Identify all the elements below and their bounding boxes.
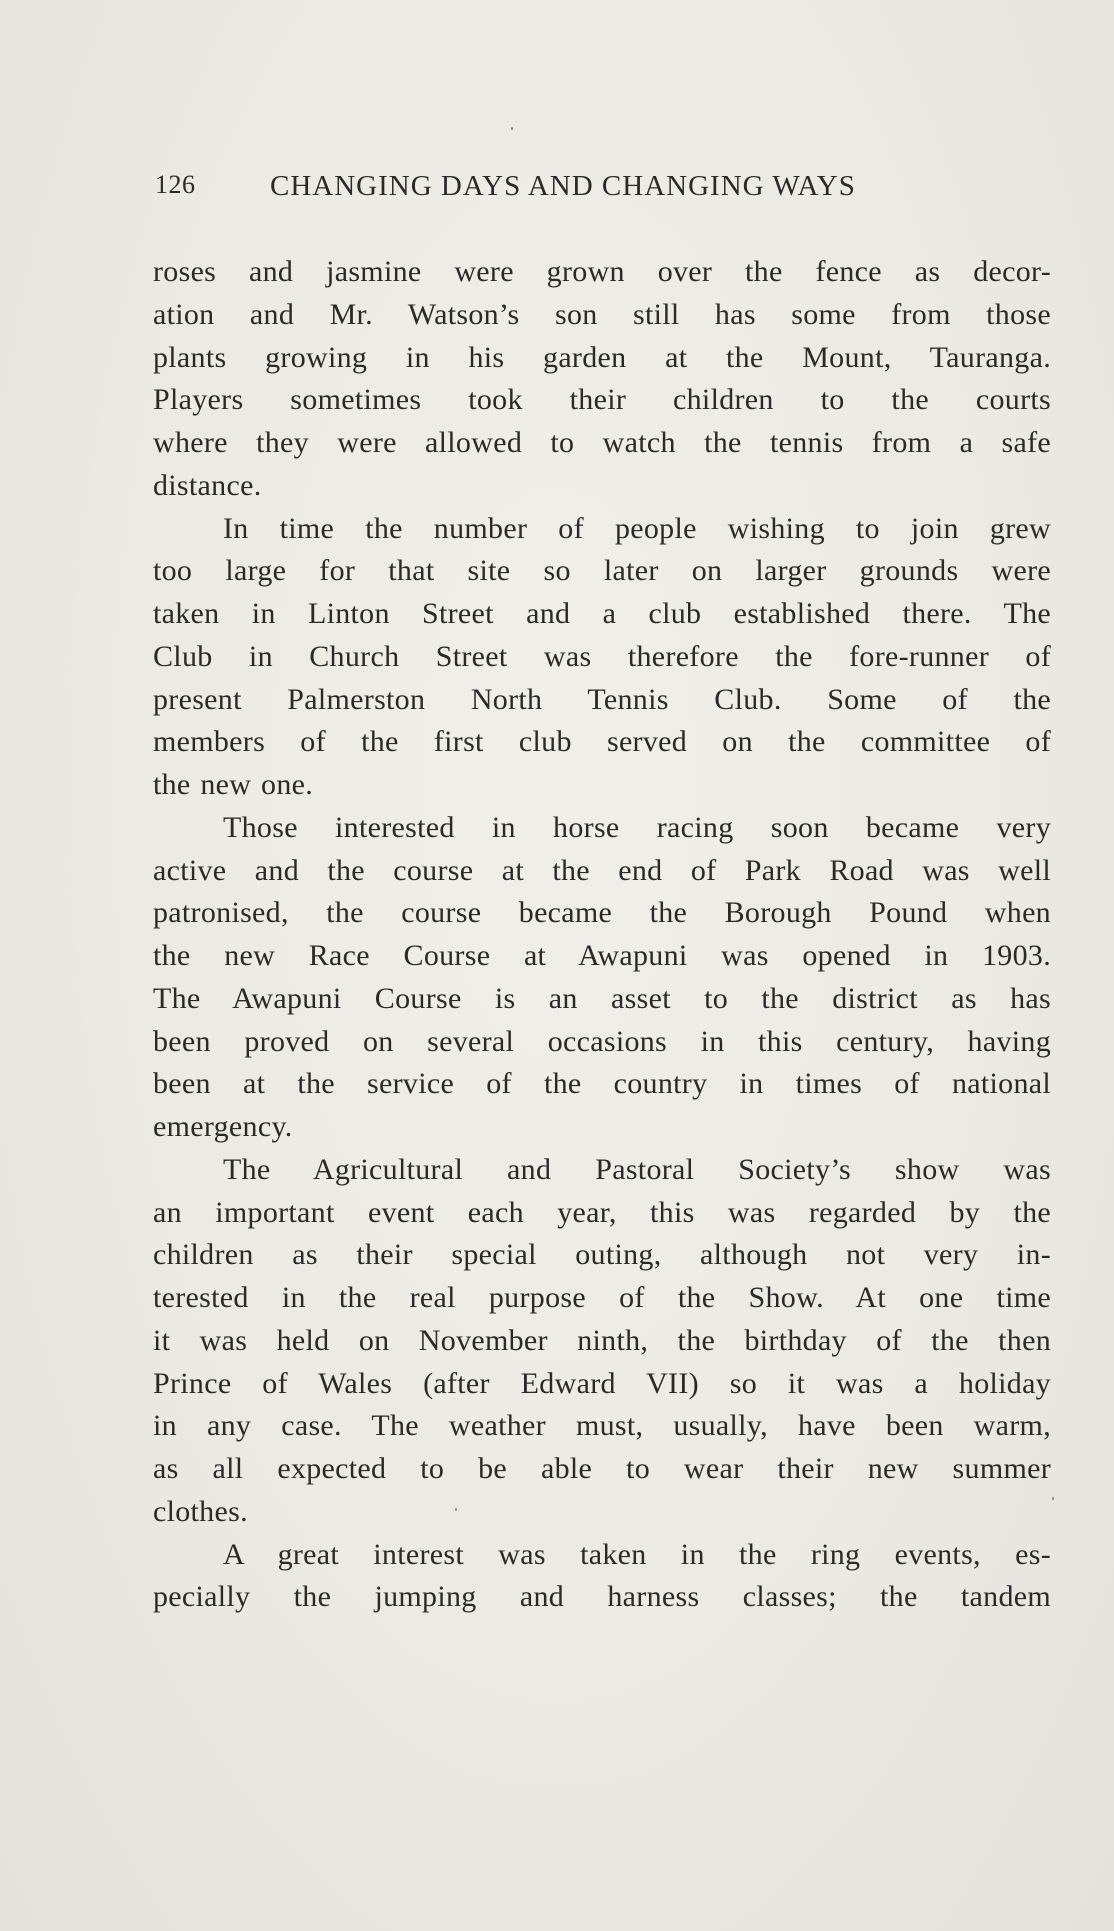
text-line: present Palmerston North Tennis Club. Some of the — [153, 682, 1051, 716]
running-title: CHANGING DAYS AND CHANGING WAYS — [270, 170, 856, 202]
text-line: active and the course at the end of Park Road was well — [153, 853, 1051, 887]
text-line: clothes. — [153, 1494, 248, 1528]
text-line: been at the service of the country in times of national — [153, 1067, 1051, 1101]
paper-speck — [1052, 1497, 1054, 1500]
text-line: Those interested in horse racing soon became very — [223, 810, 1051, 844]
text-line: The Agricultural and Pastoral Society’s show was — [223, 1152, 1051, 1186]
text-line: been proved on several occasions in this century, having — [153, 1024, 1051, 1058]
text-line: A great interest was taken in the ring events, es- — [223, 1537, 1051, 1571]
running-head — [155, 170, 945, 210]
text-line: terested in the real purpose of the Show. At one time — [153, 1281, 1051, 1314]
text-line: plants growing in his garden at the Mount, Tauranga. — [153, 340, 1051, 374]
text-line: as all expected to be able to wear their new summer — [153, 1452, 1051, 1485]
text-line: ation and Mr. Watson’s son still has some from those — [153, 297, 1051, 331]
text-line: the new Race Course at Awapuni was opened in 1903. — [153, 939, 1051, 972]
text-line: roses and jasmine were grown over the fence as decor- — [153, 255, 1051, 288]
text-line: taken in Linton Street and a club established there. The — [153, 597, 1051, 630]
text-line: it was held on November ninth, the birthday of the then — [153, 1323, 1051, 1357]
body-text — [153, 251, 1051, 1619]
page-number: 126 — [155, 170, 196, 199]
text-line: children as their special outing, although not very in- — [153, 1238, 1051, 1272]
text-line: In time the number of people wishing to join grew — [223, 511, 1051, 545]
text-line: The Awapuni Course is an asset to the district as has — [153, 981, 1051, 1015]
text-line: too large for that site so later on larger grounds were — [153, 554, 1051, 588]
text-line: where they were allowed to watch the tennis from a safe — [153, 426, 1051, 459]
text-line: pecially the jumping and harness classes; the tandem — [153, 1580, 1051, 1614]
text-line: in any case. The weather must, usually, have been warm, — [153, 1409, 1051, 1443]
text-line: patronised, the course became the Borough Pound when — [153, 896, 1051, 930]
text-line: Prince of Wales (after Edward VII) so it was a holiday — [153, 1366, 1051, 1400]
text-line: members of the first club served on the committee of — [153, 725, 1051, 759]
text-line: Club in Church Street was therefore the fore-runner of — [153, 639, 1051, 673]
text-line: Players sometimes took their children to the courts — [153, 383, 1051, 417]
text-line: distance. — [153, 468, 262, 502]
paper-speck — [455, 1508, 457, 1511]
text-line: an important event each year, this was regarded by the — [153, 1195, 1051, 1229]
text-line: emergency. — [153, 1110, 293, 1143]
paper-speck — [511, 127, 513, 130]
text-line: the new one. — [153, 768, 314, 801]
